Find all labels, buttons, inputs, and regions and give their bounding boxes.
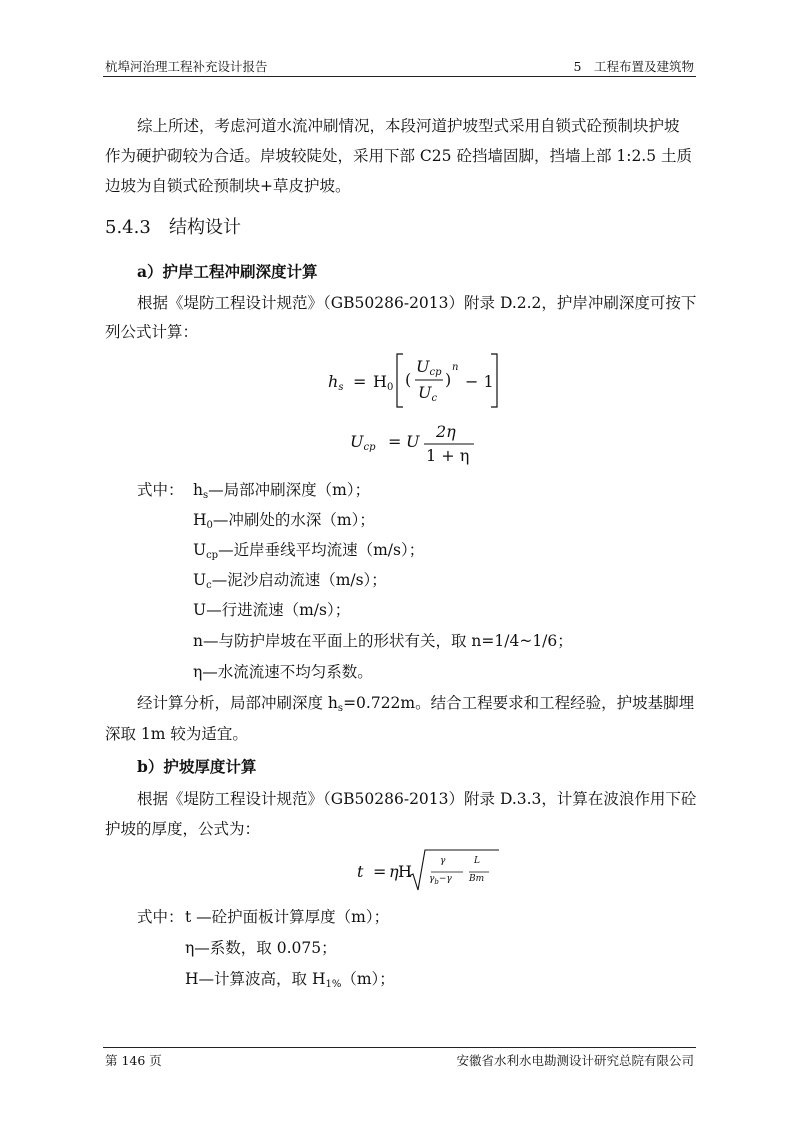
running-header: [105, 57, 694, 75]
header-chapter-title: 5 工程布置及建筑物: [573, 59, 694, 74]
section-title: 结构设计: [169, 217, 241, 238]
formula1-numerator: $U_{cp}$: [416, 357, 442, 378]
formula3-equals: =: [373, 862, 387, 881]
formula3-eta: η: [389, 862, 399, 881]
header-report-title: 杭埠河治理工程补充设计报告: [105, 59, 268, 74]
sub-a-line-1: 根据《堤防工程设计规范》（GB50286-2013）附录 D.2.2，护岸冲刷深度可按下: [137, 294, 697, 312]
formula-scour-depth: [325, 352, 525, 412]
formula2-lhs: $U_{cp}$: [350, 432, 376, 453]
subsection-b-heading: b）护坡厚度计算: [137, 757, 257, 776]
formula1-denominator: $U_c$: [418, 383, 438, 404]
subsection-a-heading: a）护岸工程冲刷深度计算: [137, 262, 318, 281]
where-label-b: 式中：: [137, 908, 184, 926]
formula2-numerator: 2η: [436, 422, 456, 441]
var-n: n—与防护岸坡在平面上的形状有关，取 n=1/4~1/6；: [193, 632, 573, 650]
formula3-l-num: L: [474, 856, 480, 866]
formula3-radical: [409, 848, 501, 892]
formula-slab-thickness: [355, 848, 505, 894]
result-line-1: 经计算分析，局部冲刷深度 $h_s=0.722m$。结合工程要求和工程经验，护坡基脚埋: [137, 694, 695, 714]
running-footer: [105, 1051, 694, 1069]
sub-b-line-1: 根据《堤防工程设计规范》（GB50286-2013）附录 D.3.3，计算在波浪作用下砼: [137, 790, 697, 808]
formula2-fraction-bar: [424, 443, 474, 445]
footer-rule: [103, 1047, 696, 1048]
formula2-u: U: [406, 432, 420, 451]
formula1-h0: $H_0$: [373, 372, 394, 393]
var-hs: $h_s—$局部冲刷深度（m）；: [193, 481, 371, 501]
formula2-denominator: 1 + η: [426, 446, 470, 465]
var-eta-coef: η—系数，取 0.075；: [185, 939, 337, 957]
where-label-a: 式中：: [137, 481, 184, 499]
formula-near-bank-velocity: [350, 422, 490, 468]
header-rule: [103, 76, 696, 77]
var-wave-height: H—计算波高，取 $H_{1\%}(m)$；: [185, 970, 395, 990]
formula1-equals: =: [353, 372, 367, 391]
result-line-2: 深取 1m 较为适宜。: [105, 725, 248, 743]
var-uc: $U_c—$泥沙启动流速（m/s）；: [193, 571, 387, 591]
var-eta: η—水流流速不均匀系数。: [193, 663, 373, 681]
page-number: 第 146 页: [105, 1053, 162, 1068]
intro-line-2: 作为硬护砌较为合适。岸坡较陡处，采用下部 C25 砼挡墙固脚，挡墙上部 1:2.5 土质: [105, 147, 693, 165]
formula1-minus-one: − 1: [465, 372, 494, 391]
formula1-exponent: n: [452, 362, 459, 373]
formula1-open-paren: (: [405, 370, 412, 389]
formula3-lhs: t: [357, 862, 364, 881]
var-ucp: $U_{cp}—$近岸垂线平均流速（m/s）；: [193, 541, 425, 561]
formula1-lhs: $h_s$: [328, 372, 344, 393]
formula3-bm-den: Bm: [469, 874, 485, 884]
formula3-gamma-num: γ: [440, 856, 446, 866]
section-heading: [105, 216, 241, 240]
var-u: U—行进流速（m/s）；: [193, 601, 351, 619]
var-t: t —砼护面板计算厚度（m）；: [185, 908, 390, 926]
formula3-gamma-den: $\gamma_b-\gamma$: [429, 874, 452, 886]
intro-line-1: 综上所述，考虑河道水流冲刷情况，本段河道护坡型式采用自锁式砼预制块护坡: [137, 117, 680, 135]
company-name: 安徽省水利水电勘测设计研究总院有限公司: [456, 1053, 694, 1068]
formula2-equals: =: [388, 432, 402, 451]
formula1-close-paren: ): [445, 370, 452, 389]
section-number: 5.4.3: [105, 217, 151, 238]
sub-a-line-2: 列公式计算：: [105, 323, 199, 341]
var-h0: $H_0—$冲刷处的水深（m）；: [193, 511, 375, 531]
intro-line-3: 边坡为自锁式砼预制块+草皮护坡。: [105, 177, 351, 195]
formula3-h: H: [398, 862, 412, 881]
sub-b-line-2: 护坡的厚度，公式为：: [105, 820, 261, 838]
